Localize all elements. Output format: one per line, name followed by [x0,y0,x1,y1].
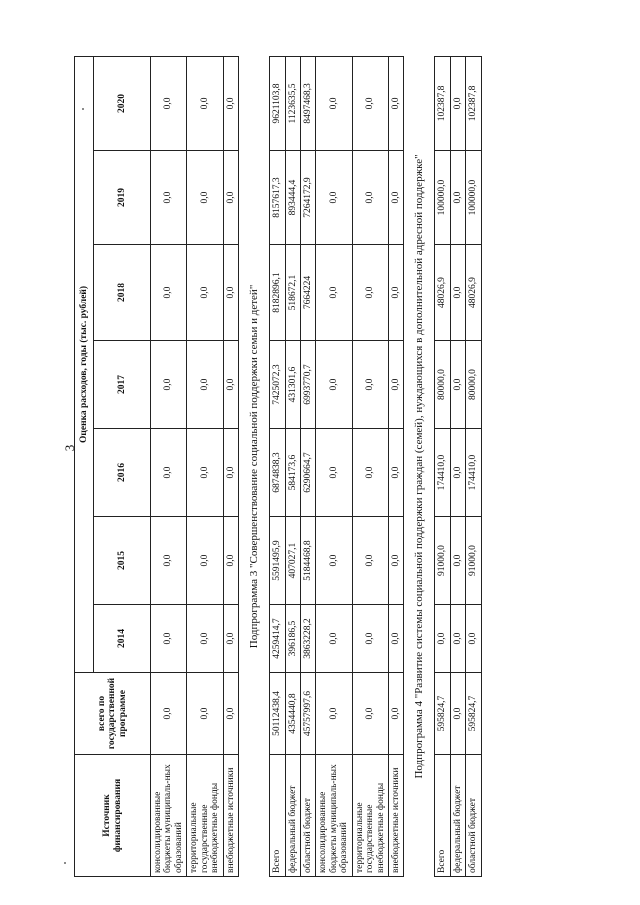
table-cell: 0,0 [223,151,238,245]
table-cell: 100000,0 [466,151,481,245]
table-cell: 0,0 [223,517,238,605]
table-cell: 0,0 [316,151,352,245]
table-cell: 48026,9 [466,245,481,341]
table-cell: 0,0 [352,673,388,755]
table-cell: 0,0 [450,517,465,605]
row-label: областной бюджет [466,755,481,877]
year-header: 2018 [94,245,151,341]
table-cell: 0,0 [450,341,465,429]
row-label: консолидированные бюджеты муниципаль-ных образований [151,755,187,877]
row-label: территориальные государственные внебюджетные фонды [187,755,223,877]
table-cell: 0,0 [450,673,465,755]
table-cell: 0,0 [187,341,223,429]
table-cell: 0,0 [389,605,404,673]
table-cell: 174410,0 [466,429,481,517]
table-cell: 0,0 [151,56,187,150]
row-label: федеральный бюджет [450,755,465,877]
table-cell: 8157617,3 [270,151,285,245]
row-label: Всего [270,755,285,877]
table-cell: 0,0 [151,151,187,245]
table-cell: 0,0 [187,245,223,341]
table-cell: 0,0 [151,605,187,673]
table-cell: 0,0 [389,245,404,341]
table-cell: 518672,1 [285,245,300,341]
table-cell: 7664224 [300,245,315,341]
table-row [435,56,450,876]
table-row [316,56,352,876]
table-cell: 0,0 [450,429,465,517]
expenditure-table [74,56,482,877]
table-cell: 91000,0 [435,517,450,605]
table-cell: 0,0 [151,429,187,517]
table-cell: 0,0 [151,673,187,755]
table-cell: 0,0 [316,605,352,673]
table-cell: 7264172,9 [300,151,315,245]
table-cell: 0,0 [450,56,465,150]
table-cell: 0,0 [223,605,238,673]
year-header: 2016 [94,429,151,517]
table-cell: 0,0 [450,151,465,245]
row-label: федеральный бюджет [285,755,300,877]
page-number: 3 [62,444,77,452]
row-label: консолидированные бюджеты муниципаль-ных образований [316,755,352,877]
table-cell: 0,0 [466,605,481,673]
table-row [466,56,481,876]
table-cell: 0,0 [316,673,352,755]
table-cell: 174410,0 [435,429,450,517]
year-header: 2020 [94,56,151,150]
table-cell: 0,0 [389,429,404,517]
table-row [223,56,238,876]
table-cell: 0,0 [352,429,388,517]
table-cell: 6874838,3 [270,429,285,517]
table-cell: 0,0 [450,245,465,341]
row-label: внебюджетные источники [389,755,404,877]
table-body [151,56,482,876]
table-cell: 5591495,9 [270,517,285,605]
table-row [187,56,223,876]
table-cell: 80000,0 [466,341,481,429]
header-source: Источник финансирования [75,755,151,877]
table-cell: 595824,7 [466,673,481,755]
table-cell: 584173,6 [285,429,300,517]
row-label: Всего [435,755,450,877]
table-cell: 0,0 [352,605,388,673]
scan-speck [64,862,66,864]
table-cell: 595824,7 [435,673,450,755]
table-cell: 0,0 [223,429,238,517]
table-cell: 0,0 [316,245,352,341]
table-cell: 9621103,8 [270,56,285,150]
subprogram-title: Подпрограмма 3 "Совершенствование социальной поддержки семьи и детей" [239,56,270,876]
table-cell: 407027,1 [285,517,300,605]
table-cell: 0,0 [352,151,388,245]
year-header: 2017 [94,341,151,429]
table-cell: 0,0 [316,56,352,150]
table-cell: 102387,8 [435,56,450,150]
table-cell: 0,0 [223,245,238,341]
table-cell: 893444,4 [285,151,300,245]
table-cell: 0,0 [187,673,223,755]
table-cell: 102387,8 [466,56,481,150]
table-row [151,56,187,876]
table-row [270,56,285,876]
table-cell: 0,0 [435,605,450,673]
row-label: областной бюджет [300,755,315,877]
table-cell: 0,0 [223,673,238,755]
table-cell: 0,0 [389,151,404,245]
table-cell: 0,0 [151,245,187,341]
subprogram-title-row [404,56,435,876]
table-cell: 6993770,7 [300,341,315,429]
table-cell: 0,0 [187,429,223,517]
table-row [285,56,300,876]
table-cell: 396186,5 [285,605,300,673]
table-cell: 431301,6 [285,341,300,429]
table-cell: 1123635,5 [285,56,300,150]
table-cell: 0,0 [352,56,388,150]
header-group: Оценка расходов, годы (тыс. рублей) [75,56,94,672]
table-cell: 8497468,3 [300,56,315,150]
table-cell: 100000,0 [435,151,450,245]
year-header: 2015 [94,517,151,605]
table-cell: 0,0 [151,341,187,429]
table-cell: 4354440,8 [285,673,300,755]
table-row [389,56,404,876]
table-cell: 0,0 [389,673,404,755]
year-header: 2019 [94,151,151,245]
table-cell: 0,0 [352,517,388,605]
table-cell: 0,0 [187,517,223,605]
table-row [300,56,315,876]
table-cell: 6290664,7 [300,429,315,517]
table-row [352,56,388,876]
table-cell: 0,0 [187,151,223,245]
year-header: 2014 [94,605,151,673]
table-cell: 5184468,8 [300,517,315,605]
table-cell: 48026,9 [435,245,450,341]
table-cell: 0,0 [389,341,404,429]
rotated-page-content [74,57,559,877]
row-label: территориальные государственные внебюджетные фонды [352,755,388,877]
header-total: всего по государственной программе [75,673,151,755]
table-cell: 0,0 [389,517,404,605]
table-cell: 7425072,3 [270,341,285,429]
table-cell: 0,0 [187,605,223,673]
table-cell: 0,0 [151,517,187,605]
table-cell: 0,0 [223,341,238,429]
table-cell: 3863228,2 [300,605,315,673]
row-label: внебюджетные источники [223,755,238,877]
table-cell: 0,0 [223,56,238,150]
table-cell: 0,0 [450,605,465,673]
table-cell: 0,0 [187,56,223,150]
subprogram-title-row [239,56,270,876]
table-cell: 91000,0 [466,517,481,605]
table-cell: 0,0 [316,341,352,429]
table-cell: 0,0 [352,341,388,429]
table-cell: 80000,0 [435,341,450,429]
table-cell: 0,0 [316,517,352,605]
table-cell: 4259414,7 [270,605,285,673]
table-cell: 8182896,1 [270,245,285,341]
table-cell: 0,0 [316,429,352,517]
subprogram-title: Подпрограмма 4 "Развитие системы социальной поддержки граждан (семей), нуждающихся в дополнительной адресной поддержке" [404,56,435,876]
table-cell: 45757997,6 [300,673,315,755]
table-cell: 0,0 [352,245,388,341]
table-row [450,56,465,876]
table-cell: 0,0 [389,56,404,150]
table-cell: 50112438,4 [270,673,285,755]
